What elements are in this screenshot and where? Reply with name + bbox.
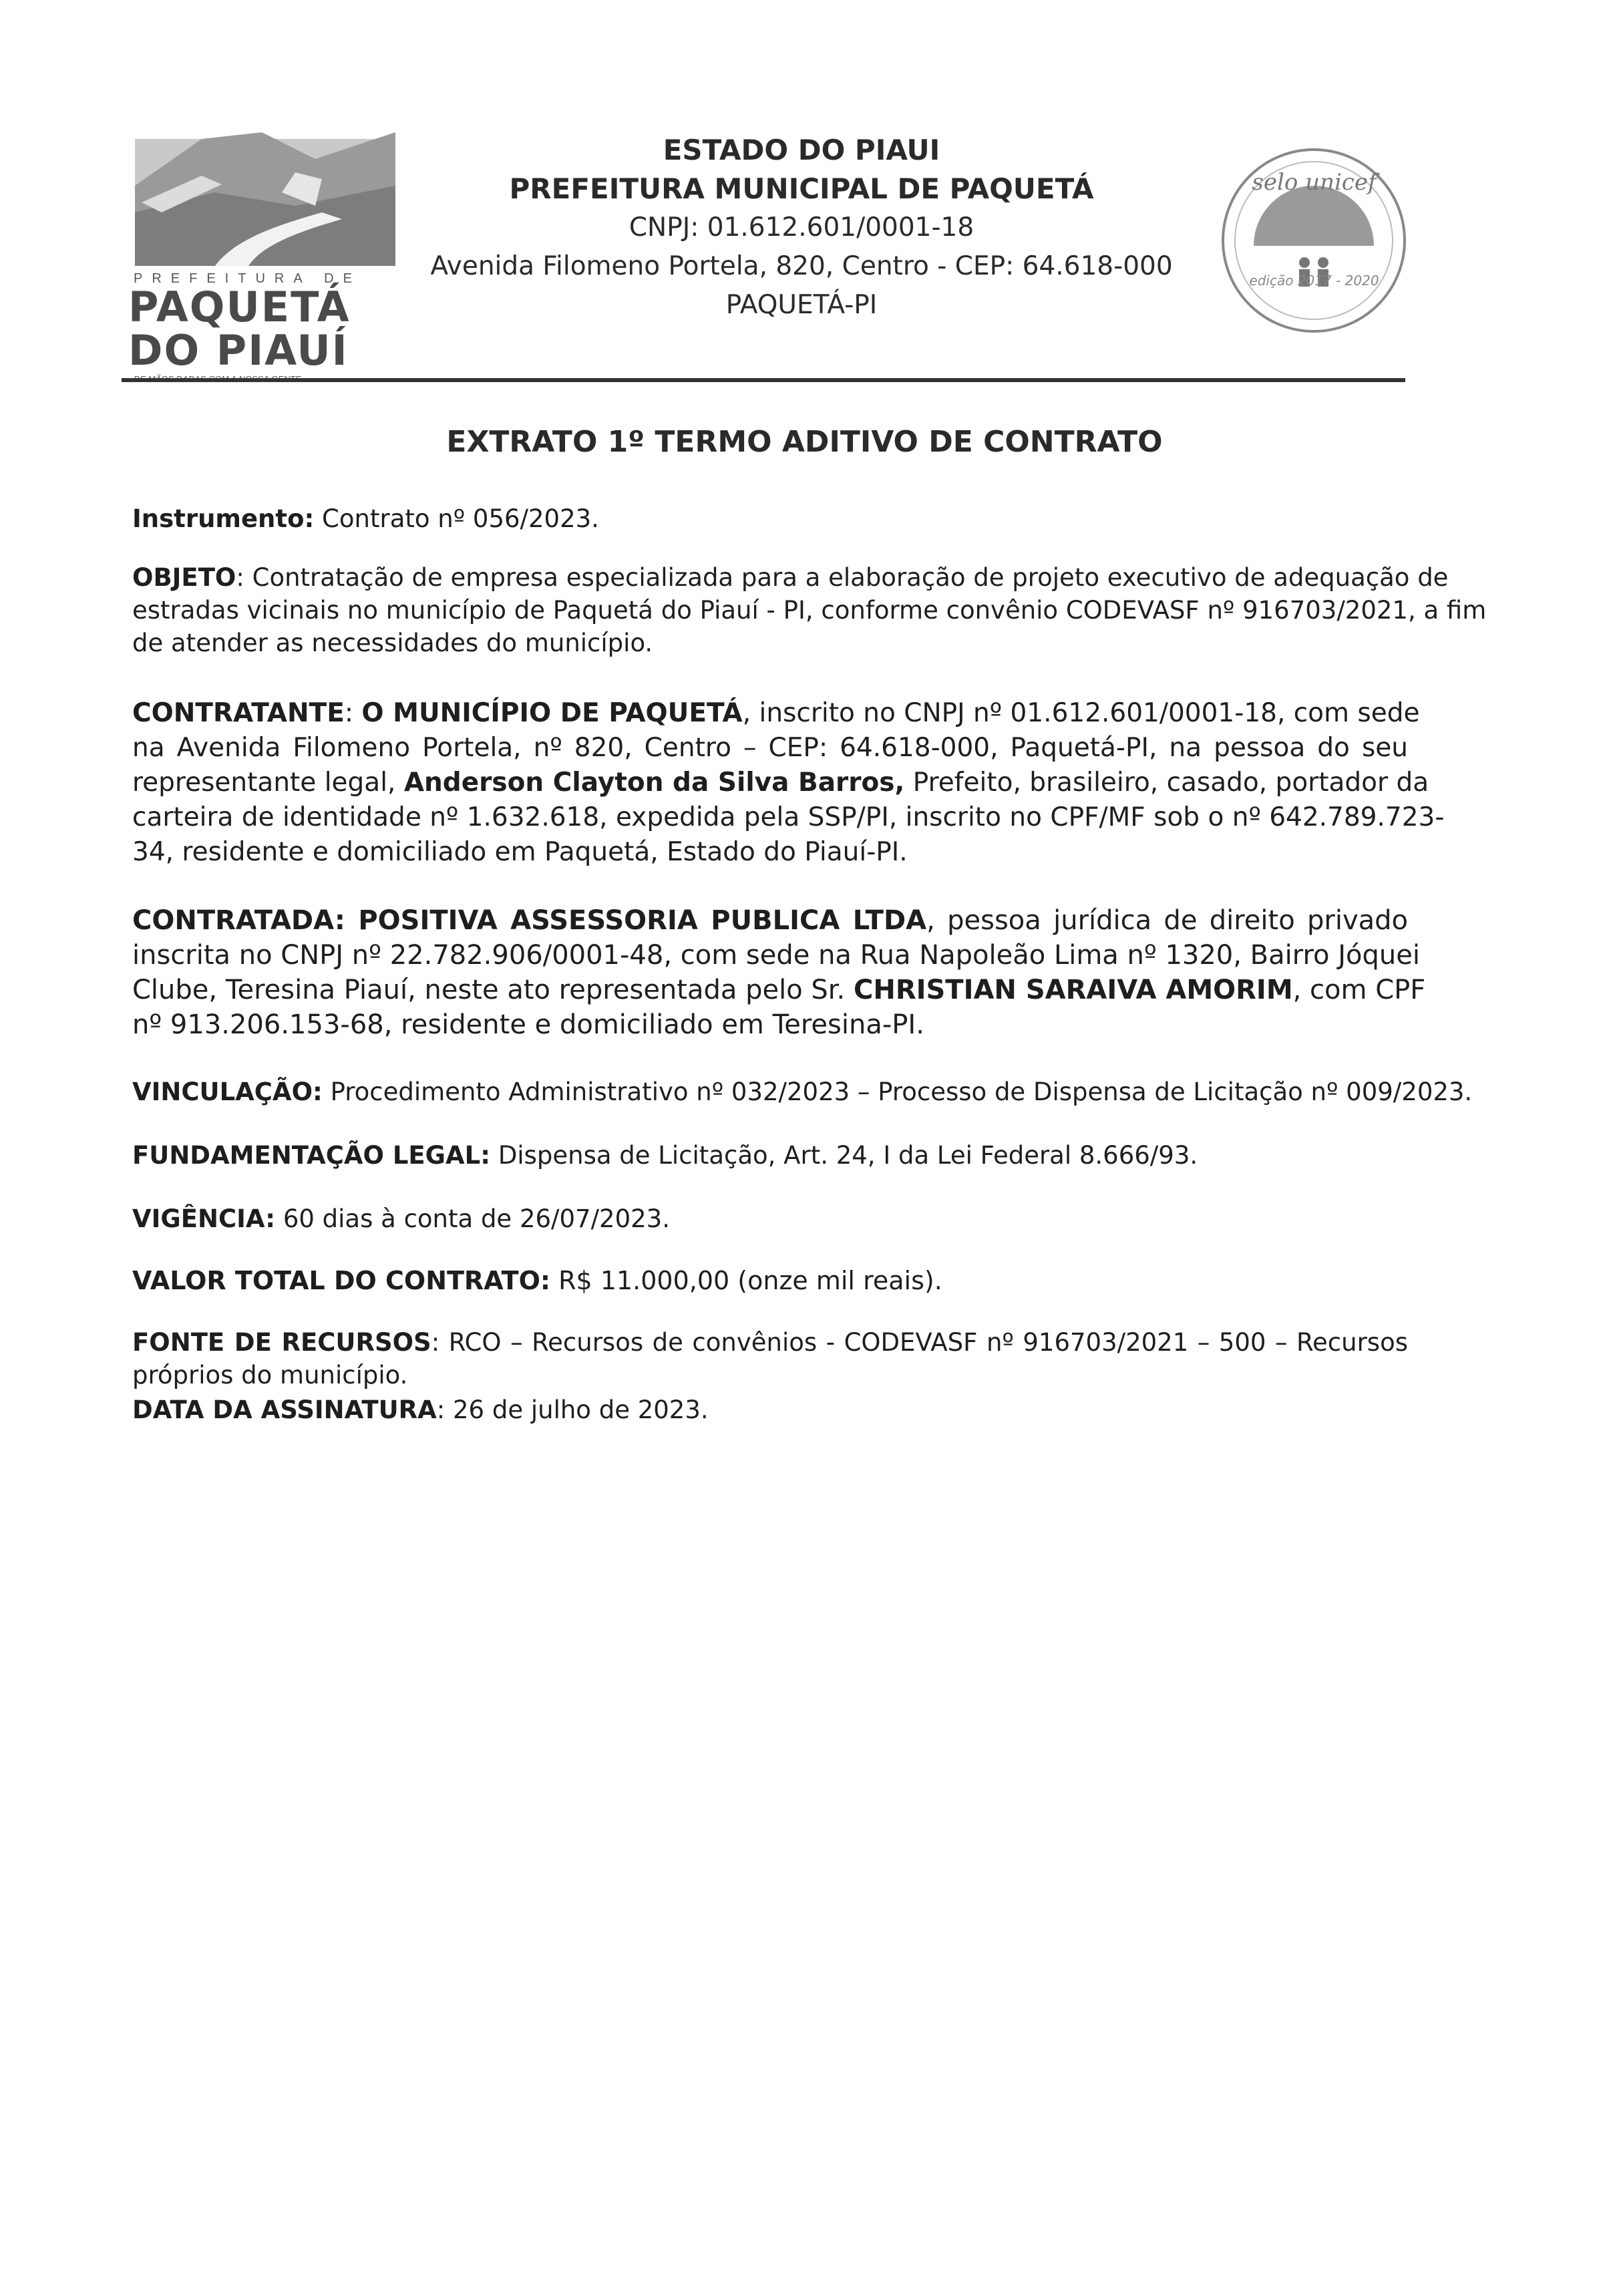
section-fundamentacao [132, 1139, 1408, 1172]
vigencia-label: VIGÊNCIA: [132, 1204, 276, 1233]
objeto-label: OBJETO [132, 563, 236, 592]
instrumento-text: Contrato nº 056/2023. [314, 504, 599, 533]
contratante-representative: Anderson Clayton da Silva Barros, [403, 768, 905, 798]
contratada-label: CONTRATADA: [132, 905, 345, 936]
objeto-line2: estradas vicinais no município de Paquetá do Piauí - PI, conforme convênio CODEVASF nº 916703/2021, a fim [132, 596, 1487, 625]
vinculacao-label: VINCULAÇÃO: [132, 1078, 323, 1106]
section-data-assinatura [132, 1393, 1408, 1426]
contratante-label: CONTRATANTE [132, 698, 345, 728]
section-contratada [132, 903, 1426, 1042]
section-vigencia [132, 1202, 1408, 1235]
section-vinculacao [132, 1076, 1473, 1108]
fundamentacao-label: FUNDAMENTAÇÃO LEGAL: [132, 1141, 491, 1170]
contratada-line1: , pessoa jurídica de direito privado [926, 905, 1408, 936]
contratante-line2: na Avenida Filomeno Portela, nº 820, Centro – CEP: 64.618-000, Paquetá-PI, na pessoa do seu [132, 733, 1408, 763]
fonte-line2: próprios do município. [132, 1361, 408, 1389]
valor-text: R$ 11.000,00 (onze mil reais). [550, 1266, 942, 1295]
seal-bottom-text: edição 2017 - 2020 [1249, 273, 1379, 289]
municipality-logo [122, 112, 409, 379]
contratante-line3-post: Prefeito, brasileiro, casado, portador da [904, 768, 1429, 798]
header-prefeitura: PREFEITURA MUNICIPAL DE PAQUETÁ [509, 172, 1094, 205]
seal-top-text: selo unicef [1252, 169, 1377, 196]
section-valor [132, 1265, 1408, 1297]
section-objeto [132, 561, 1487, 659]
logo-prefeitura-de: PREFEITURA DE [134, 271, 361, 286]
header-cnpj: CNPJ: 01.612.601/0001-18 [629, 212, 974, 242]
contratante-line4: carteira de identidade nº 1.632.618, expedida pela SSP/PI, inscrito no CPF/MF sob o nº 642.789.723- [132, 802, 1445, 832]
unicef-seal [1219, 146, 1409, 336]
document-title: EXTRATO 1º TERMO ADITIVO DE CONTRATO [446, 425, 1163, 459]
contratada-company: POSITIVA ASSESSORIA PUBLICA LTDA [345, 905, 927, 936]
contratante-line3-pre: representante legal, [132, 768, 404, 798]
fundamentacao-text: Dispensa de Licitação, Art. 24, I da Lei Federal 8.666/93. [490, 1141, 1198, 1170]
fonte-line1: : RCO – Recursos de convênios - CODEVASF nº 916703/2021 – 500 – Recursos [431, 1328, 1408, 1357]
contratada-representative: CHRISTIAN SARAIVA AMORIM [853, 975, 1293, 1005]
header-address: Avenida Filomeno Portela, 820, Centro - CEP: 64.618-000 [430, 251, 1173, 281]
valor-label: VALOR TOTAL DO CONTRATO: [132, 1266, 551, 1295]
objeto-line3: de atender as necessidades do município. [132, 629, 653, 657]
data-assinatura-label: DATA DA ASSINATURA [132, 1396, 437, 1424]
mountain-road-icon [122, 112, 409, 273]
header-city: PAQUETÁ-PI [725, 290, 878, 320]
contratada-line3-pre: Clube, Teresina Piauí, neste ato representada pelo Sr. [132, 975, 854, 1005]
contratante-line5: 34, residente e domiciliado em Paquetá, Estado do Piauí-PI. [132, 837, 908, 867]
contratante-line1: , inscrito no CNPJ nº 01.612.601/0001-18, com sede [742, 698, 1420, 728]
letterhead [414, 131, 1189, 325]
objeto-line1: : Contratação de empresa especializada para a elaboração de projeto executivo de adequação de [236, 563, 1449, 592]
data-assinatura-text: : 26 de julho de 2023. [436, 1396, 709, 1424]
header-estado: ESTADO DO PIAUI [663, 134, 940, 166]
contratada-line2: inscrita no CNPJ nº 22.782.906/0001-48, com sede na Rua Napoleão Lima nº 1320, Bairro Jóquei [132, 940, 1420, 971]
section-fonte-recursos [132, 1326, 1408, 1391]
fonte-label: FONTE DE RECURSOS [132, 1328, 431, 1357]
logo-name-line1: PAQUETÁ [128, 283, 351, 331]
instrumento-label: Instrumento: [132, 504, 315, 533]
header-divider [122, 378, 1405, 382]
logo-name-line2: DO PIAUÍ [128, 326, 349, 375]
contratante-entity: O MUNICÍPIO DE PAQUETÁ [361, 698, 743, 728]
contratante-sep: : [344, 698, 362, 728]
contratada-line4: nº 913.206.153-68, residente e domiciliado em Teresina-PI. [132, 1009, 924, 1040]
section-contratante [132, 696, 1445, 870]
section-instrumento [132, 502, 1408, 535]
vigencia-text: 60 dias à conta de 26/07/2023. [275, 1204, 670, 1233]
contratada-line3-post: , com CPF [1292, 975, 1426, 1005]
vinculacao-text: Procedimento Administrativo nº 032/2023 – Processo de Dispensa de Licitação nº 009/2023. [322, 1078, 1473, 1106]
